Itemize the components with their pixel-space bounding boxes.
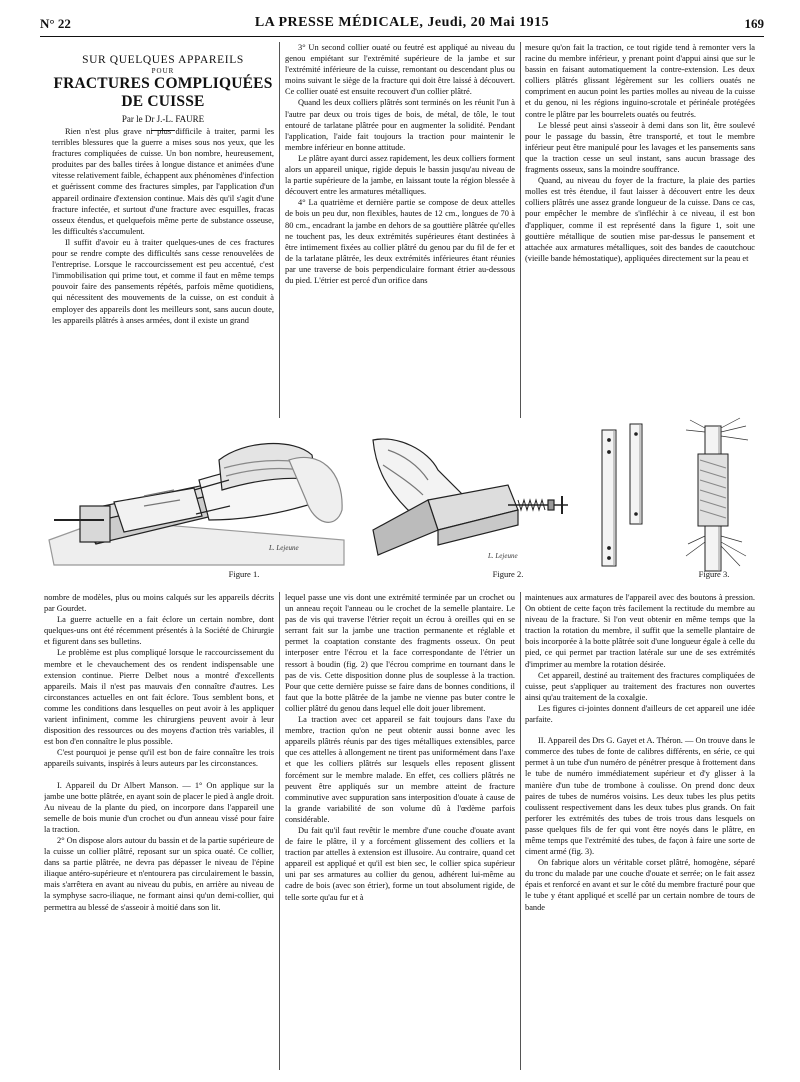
paragraph: Quand les deux colliers plâtrés sont terminés on les réunit l'un à l'autre par deux ou trois tiges de bois, de métal, de tôle, le tout entouré de tarlatane plâtrée pour en augmenter la solidité. Pendant l'application, l'aide fait toujours la traction pour maintenir le membre inférieur en bonne attitude. (285, 98, 515, 152)
paragraph: C'est pourquoi je pense qu'il est bon de faire connaître les trois appareils suivants, inspirés à leurs auteurs par les circonstances. (44, 748, 274, 769)
paragraph: 2° On dispose alors autour du bassin et de la partie supérieure de la cuisse un collier plâtré, reposant sur un spica ouaté. Ce collier, dans sa partie plâtrée, ne devra pas dépasser le niveau de l'épine iliaque antéro-supérieure et n'entourera pas circulairement le bassin, mais s'arrêtera en avant au niveau du pubis, en arrière au niveau de la symphyse sacro-iliaque, ne formant ainsi qu'un demi-collier, qui permettra au blessé de s'asseoir à moitié dans son lit. (44, 835, 274, 912)
column-2-bottom (285, 592, 515, 1070)
column-rule (520, 592, 521, 1070)
paragraph: 4° La quatrième et dernière partie se compose de deux attelles de bois un peu dur, non flexibles, hautes de 12 cm., longues de 70 à 80 cm., encadrant la jambe en dehors de sa gouttière plâtrée qu'elles ne touchent pas, les deux extrémités supérieures étant destinées à être intimement fixées au collier plâtré du genou par du fil de fer et de la tarlatane plâtrée, les deux extrémités inférieures étant réunies par une traverse de bois perpendiculaire formant étrier au-dessous du pied. L'étrier est percé d'un orifice dans (285, 198, 515, 285)
article-title-line1: SUR QUELQUES APPAREILS (82, 54, 244, 66)
column-rule (279, 42, 280, 418)
column-2-top (285, 42, 515, 418)
article-title-main: FRACTURES COMPLIQUÉES DE CUISSE (53, 75, 273, 110)
column-3-bottom (525, 592, 755, 1070)
article-title-line2: POUR (151, 67, 175, 75)
paragraph: maintenues aux armatures de l'appareil avec des boutons à pression. On obtient de cette façon très facilement la rectitude du membre au niveau de la fracture. Si l'on veut obtenir en même temps que la traction la rotation du membre, il suffit que la semelle plantaire de bois incorporée à la botte plâtrée soit d'une longueur égale à celle du pied, ce qui permet par traction latérale sur une de ses extrémités d'imprimer au membre la rotation désirée. (525, 593, 755, 669)
paragraph: Les figures ci-jointes donnent d'ailleurs de cet appareil une idée parfaite. (525, 703, 755, 725)
column-rule (279, 592, 280, 1070)
figure-1-caption: Figure 1. (228, 569, 260, 579)
paragraph: On fabrique alors un véritable corset plâtré, homogène, séparé du tronc du malade par une couche d'ouate et serrée; on le fait assez épais et renforcé en avant et sur le côté du membre fracturé pour que le tube y étant appliqué et scellé par un certain nombre de tours de bande (525, 858, 755, 912)
figure-1-illustration (44, 420, 349, 572)
paragraph: Le plâtre ayant durci assez rapidement, les deux colliers forment alors un appareil unique, rigide depuis le bassin jusqu'au niveau de la partie supérieure de la jambe, en laissant toute la région blessée à découvert entre les armatures métalliques. (285, 153, 515, 197)
column-1-bottom (44, 592, 274, 1070)
issue-number: N° 22 (40, 16, 71, 31)
paragraph: Le problème est plus compliqué lorsque le raccourcissement du membre et le chevauchement des os rendent indispensable une extension continue. Pierre Delbet nous a montré d'excellents appareils. Mais il n'est pas mauvais d'en connaître d'autres. Les circonstances actuelles en ont fait éclore. Tous semblent bons, et comme les conditions dans lesquelles on peut avoir à les appliquer varient infiniment, comme les chirurgiens peuvent avoir à leur disposition des ressources ou des moyens d'action très variables, il est bon d'en connaître le plus possible. (44, 648, 274, 747)
column-1-top (52, 126, 274, 418)
paragraph: Quand, au niveau du foyer de la fracture, la plaie des parties molles est très étendue, il faut laisser à découvert entre les deux colliers plâtrés une assez grande longueur de la cuisse. Dans ce cas, pour empêcher le membre de s'infléchir à ce niveau, il est bon d'appliquer, comme il est représenté dans la figure 1, soit une gouttière métallique de soutien mise par-dessus le pansement et attachée aux armatures métalliques, soit des bandes de caoutchouc (vieille bande hémostatique), appliquées directement sur la peau et (525, 176, 755, 263)
paragraph: 3° Un second collier ouaté ou feutré est appliqué au niveau du genou empiétant sur l'extrémité supérieure de la jambe et sur l'extrémité inférieure de la cuisse, remontant ou descendant plus ou moins suivant le siège de la fracture qui doit être laissé à découvert. Ce collier ouaté est ensuite recouvert d'un collier plâtré. (285, 43, 515, 97)
figure-2-signature: L. Lejeune (488, 552, 518, 560)
paragraph: La guerre actuelle en a fait éclore un certain nombre, dont quelques-uns ont été récemment présentés à la Société de Chirurgie et figurent dans ses bulletins. (44, 615, 274, 647)
figure-3-caption: Figure 3. (698, 569, 730, 579)
paragraph: II. Appareil des Drs G. Gayet et A. Théron. — On trouve dans le commerce des tubes de fonte de calibres différents, en série, ce qui permet à un tube d'un numéro de pénétrer presque à frottement dans le tube de numéro immédiatement supérieur et d'y glisser à la manière d'un tube de trombone à coulisse. On prend donc deux paires de tubes de numéros voisins. Les deux tubes les plus petits coulissent respectivement dans les deux tubes plus grands. On fait perforer les extrémités des tubes de trois trous dans lesquels on passe quelques fils de fer qui vont être noyés dans le plâtre, en même temps que l'extrémité des tubes, de façon à faire une sorte de ciment armé (fig. 3). (525, 736, 755, 857)
column-rule (520, 42, 521, 418)
figure-1-signature: L. Lejeune (269, 544, 299, 552)
paragraph: lequel passe une vis dont une extrémité terminée par un crochet ou un anneau reçoit l'anneau ou le crochet de la semelle plantaire. Le pas de vis qui traverse l'étrier reçoit un écrou à oreilles qui en se serrant fait sur la jambe une traction permanente et réglable et permet la coaptation constante des fragments osseux. On peut interposer entre l'écrou et la face correspondante de l'étrier un ressort à boudin (fig. 2) que l'écrou comprime en tournant dans le pas de vis. Cette disposition donne plus de souplesse à la traction. Pour que cette dernière puisse se faire dans de bonnes conditions, il faut que la botte plâtrée de la jambe ne vienne pas buter contre le collier plâtré du genou dans lequel elle doit jouer librement. (285, 593, 515, 713)
paragraph: nombre de modèles, plus ou moins calqués sur les appareils décrits par Gourdet. (44, 593, 274, 614)
article-title-block (52, 54, 274, 131)
paragraph: Le blessé peut ainsi s'asseoir à demi dans son lit, être soulevé pour le passage du bassin, être transporté, et tout le membre inférieur peut être manipulé pour les lavages et les pansements sans que la traction cesse un seul instant, sans aucun brassage des fragments osseux, sans la moindre souffrance. (525, 120, 755, 175)
paragraph: La traction avec cet appareil se fait toujours dans l'axe du membre, traction qu'on ne peut obtenir aussi bonne avec les appareils plâtrés réunis par des tiges métalliques extensibles, parce que ces attelles à allongement ne tirent pas uniformément dans l'axe et que les colliers plâtrés sur lesquels elles reposent glissent forcément sur le membre malade. En effet, ces colliers plâtrés ne peuvent être appliqués sur un membre atteint de fracture comminutive avec suppuration sans interposition d'ouate à cause de la grande variabilité de son volume dû à l'œdème parfois considérable. (285, 715, 515, 824)
figure-3-illustration (590, 416, 770, 574)
journal-title: LA PRESSE MÉDICALE, Jeudi, 20 Mai 1915 (254, 15, 550, 30)
paragraph: Il suffit d'avoir eu à traiter quelques-unes de ces fractures pour se rendre compte des difficultés sans cesse renouvelées de l'entreprise. Lorsque le raccourcissement est peu accentué, c'est l'immobilisation qui prime tout, et comme il faut en même temps pouvoir faire des pansements répétés, parfois même quotidiens, qui nécessitent des mouvements de la cuisse, on est conduit à employer des appareils dont les meilleurs sont, sans aucun doute, les appareils plâtrés à anses armées, dont il existe un grand (52, 237, 274, 325)
paragraph: I. Appareil du Dr Albert Manson. — 1° On applique sur la jambe une botte plâtrée, en ayant soin de placer le pied à angle droit. Au niveau de la plante du pied, on incorpore dans l'appareil une semelle de bois munie d'un crochet ou d'un anneau vissé pour faire la traction. (44, 780, 274, 834)
page-number: 169 (744, 16, 764, 31)
figure-2-illustration (368, 430, 578, 570)
column-3-top (525, 42, 755, 418)
paragraph: mesure qu'on fait la traction, ce tout rigide tend à remonter vers la racine du membre inférieur, y prenant point d'appui ainsi que sur le bassin en faisant automatiquement la contre-extension. Les deux colliers plâtrés glissant légèrement sur les colliers ouatés ne compriment en aucun point les parties molles au niveau de la cuisse et du genou, ni les régions inguino-scrotale et périnéale protégées contre le plâtre par les bourrelets ouatés ou feutrés. (525, 43, 755, 119)
page-header (40, 12, 764, 37)
paragraph: Rien n'est plus grave ni plus difficile à traiter, parmi les terribles blessures que la guerre a mises sous nos yeux, que les fractures compliquées de cuisse. Un bon nombre, heureusement, produites par des balles tirées à longue distance et animées d'une vitesse relativement faible, échappent aux phénomènes d'infection et guérissent comme des fractures simples, par l'application d'un appareil ordinaire d'extension continue. Mais dès qu'il s'agit d'une fracture infectée, et surtout d'une fracture avec esquilles, fracas osseux étendus, et quelquefois même perte de substance osseuse, les difficultés s'accumulent. (52, 127, 274, 236)
paragraph: Cet appareil, destiné au traitement des fractures compliquées de cuisse, peut s'appliquer au traitement des fractures non ouvertes ainsi qu'au traitement de la coxalgie. (525, 670, 755, 702)
figure-2-caption: Figure 2. (492, 569, 524, 579)
paragraph: Du fait qu'il faut revêtir le membre d'une couche d'ouate avant de faire le plâtre, il y a forcément glissement des colliers et la traction par attelles à extension est illusoire. Au contraire, quand cet appareil est appliqué et qu'il est bien sec, le collier spica supérieur uni par ses armatures au collier du genou, adhérent lui-même au cadre de bois (avec son étrier), forme un tout absolument rigide, de telle sorte qu'au fur et à (285, 825, 515, 902)
article-author: Par le Dr J.-L. FAURE (121, 114, 205, 124)
